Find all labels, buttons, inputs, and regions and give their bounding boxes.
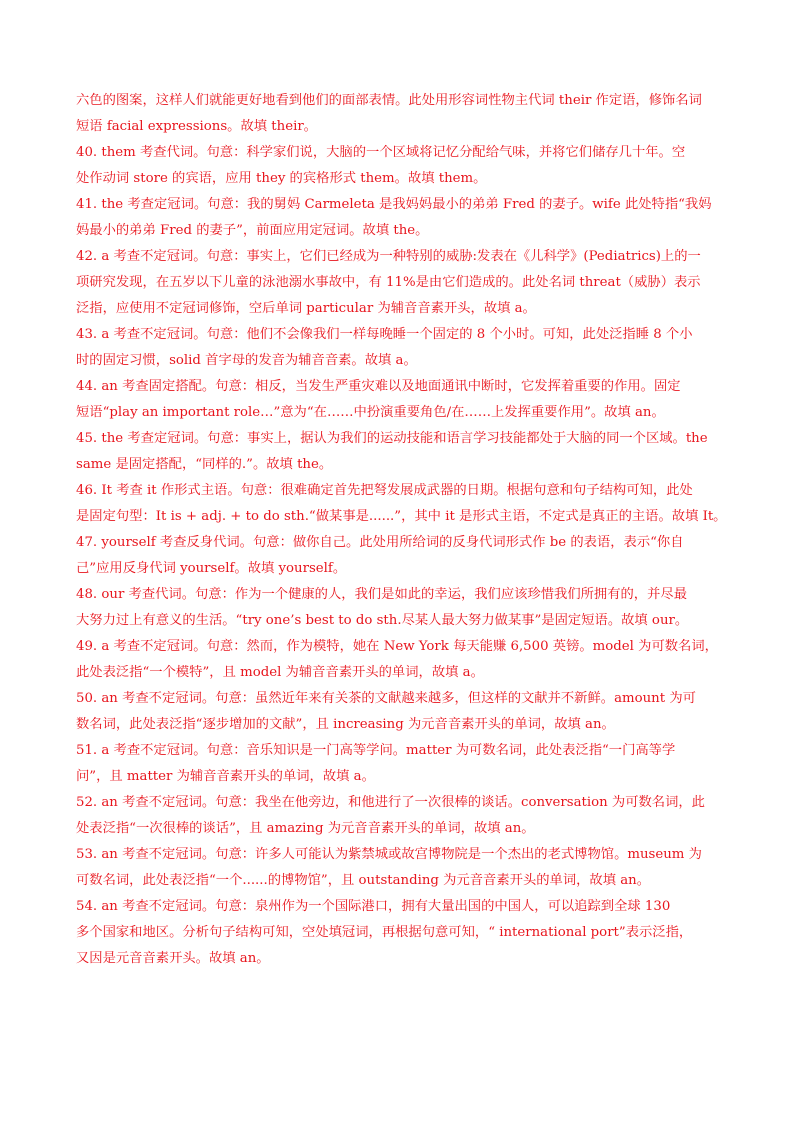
text-line: 40. them 考查代词。句意：科学家们说，大脑的一个区域将记忆分配给气味，并将它们储存几十年。空 xyxy=(76,145,686,160)
text-line: 此处表泛指“一个模特”，且 model 为辅音音素开头的单词，故填 a。 xyxy=(76,665,484,680)
text-line: 问”，且 matter 为辅音音素开头的单词，故填 a。 xyxy=(76,769,375,784)
text-line: 43. a 考查不定冠词。句意：他们不会像我们一样每晚睡一个固定的 8 个小时。可知，此处泛指睡 8 个小 xyxy=(76,327,693,342)
text-line: 多个国家和地区。分析句子结构可知，空处填冠词，再根据句意可知，“ international port”表示泛指， xyxy=(76,925,693,940)
text-line: 可数名词，此处表泛指“一个......的博物馆”，且 outstanding 为元音音素开头的单词，故填 an。 xyxy=(76,873,651,888)
text-line: 是固定句型：It is + adj. + to do sth.“做某事是......”，其中 it 是形式主语，不定式是真正的主语。故填 It。 xyxy=(76,509,727,524)
answer-explanations xyxy=(76,88,728,972)
text-line: 42. a 考查不定冠词。句意：事实上，它们已经成为一种特别的威胁:发表在《儿科学》(Pediatrics)上的一 xyxy=(76,249,701,264)
text-line: 41. the 考查定冠词。句意：我的舅妈 Carmeleta 是我妈妈最小的弟弟 Fred 的妻子。wife 此处特指“我妈 xyxy=(76,197,712,212)
text-line: same 是固定搭配，“同样的.”。故填 the。 xyxy=(76,457,333,472)
text-line: 45. the 考查定冠词。句意：事实上，据认为我们的运动技能和语言学习技能都处于大脑的同一个区域。the xyxy=(76,431,708,446)
text-line: 时的固定习惯，solid 首字母的发音为辅音音素。故填 a。 xyxy=(76,353,417,368)
text-line: 六色的图案，这样人们就能更好地看到他们的面部表情。此处用形容词性物主代词 their 作定语，修饰名词 xyxy=(76,93,702,108)
text-line: 短语“play an important role…”意为“在……中扮演重要角色/在……上发挥重要作用”。故填 an。 xyxy=(76,405,665,420)
text-line: 50. an 考查不定冠词。句意：虽然近年来有关茶的文献越来越多，但这样的文献并不新鲜。amount 为可 xyxy=(76,691,696,706)
text-line: 44. an 考查固定搭配。句意：相反，当发生严重灾难以及地面通讯中断时，它发挥着重要的作用。固定 xyxy=(76,379,681,394)
text-line: 48. our 考查代词。句意：作为一个健康的人，我们是如此的幸运，我们应该珍惜我们所拥有的，并尽最 xyxy=(76,587,687,602)
text-line: 53. an 考查不定冠词。句意：许多人可能认为紫禁城或故宫博物院是一个杰出的老式博物馆。museum 为 xyxy=(76,847,702,862)
text-line: 数名词，此处表泛指“逐步增加的文献”，且 increasing 为元音音素开头的单词，故填 an。 xyxy=(76,717,615,732)
text-line: 47. yourself 考查反身代词。句意：做你自己。此处用所给词的反身代词形式作 be 的表语，表示“你自 xyxy=(76,535,684,550)
text-line: 短语 facial expressions。故填 their。 xyxy=(76,119,317,134)
text-line: 又因是元音音素开头。故填 an。 xyxy=(76,951,270,966)
text-line: 泛指，应使用不定冠词修饰，空后单词 particular 为辅音音素开头，故填 a。 xyxy=(76,301,536,316)
text-line: 46. It 考查 it 作形式主语。句意：很难确定首先把弩发展成武器的日期。根据句意和句子结构可知，此处 xyxy=(76,483,693,498)
text-line: 大努力过上有意义的生活。“try one’s best to do sth.尽某人最大努力做某事”是固定短语。故填 our。 xyxy=(76,613,689,628)
text-line: 项研究发现，在五岁以下儿童的泳池溺水事故中，有 11%是由它们造成的。此处名词 threat（威胁）表示 xyxy=(76,275,701,290)
text-line: 处表泛指“一次很棒的谈话”，且 amazing 为元音音素开头的单词，故填 an。 xyxy=(76,821,535,836)
text-line: 52. an 考查不定冠词。句意：我坐在他旁边，和他进行了一次很棒的谈话。conversation 为可数名词，此 xyxy=(76,795,705,810)
text-line: 51. a 考查不定冠词。句意：音乐知识是一门高等学问。matter 为可数名词，此处表泛指“一门高等学 xyxy=(76,743,676,758)
text-line: 处作动词 store 的宾语，应用 they 的宾格形式 them。故填 them。 xyxy=(76,171,487,186)
text-line: 妈最小的弟弟 Fred 的妻子”，前面应用定冠词。故填 the。 xyxy=(76,223,429,238)
text-line: 49. a 考查不定冠词。句意：然而，作为模特，她在 New York 每天能赚 6,500 英镑。model 为可数名词， xyxy=(76,639,718,654)
text-line: 54. an 考查不定冠词。句意：泉州作为一个国际港口，拥有大量出国的中国人，可以追踪到全球 130 xyxy=(76,899,671,914)
text-line: 己”应用反身代词 yourself。故填 yourself。 xyxy=(76,561,347,576)
